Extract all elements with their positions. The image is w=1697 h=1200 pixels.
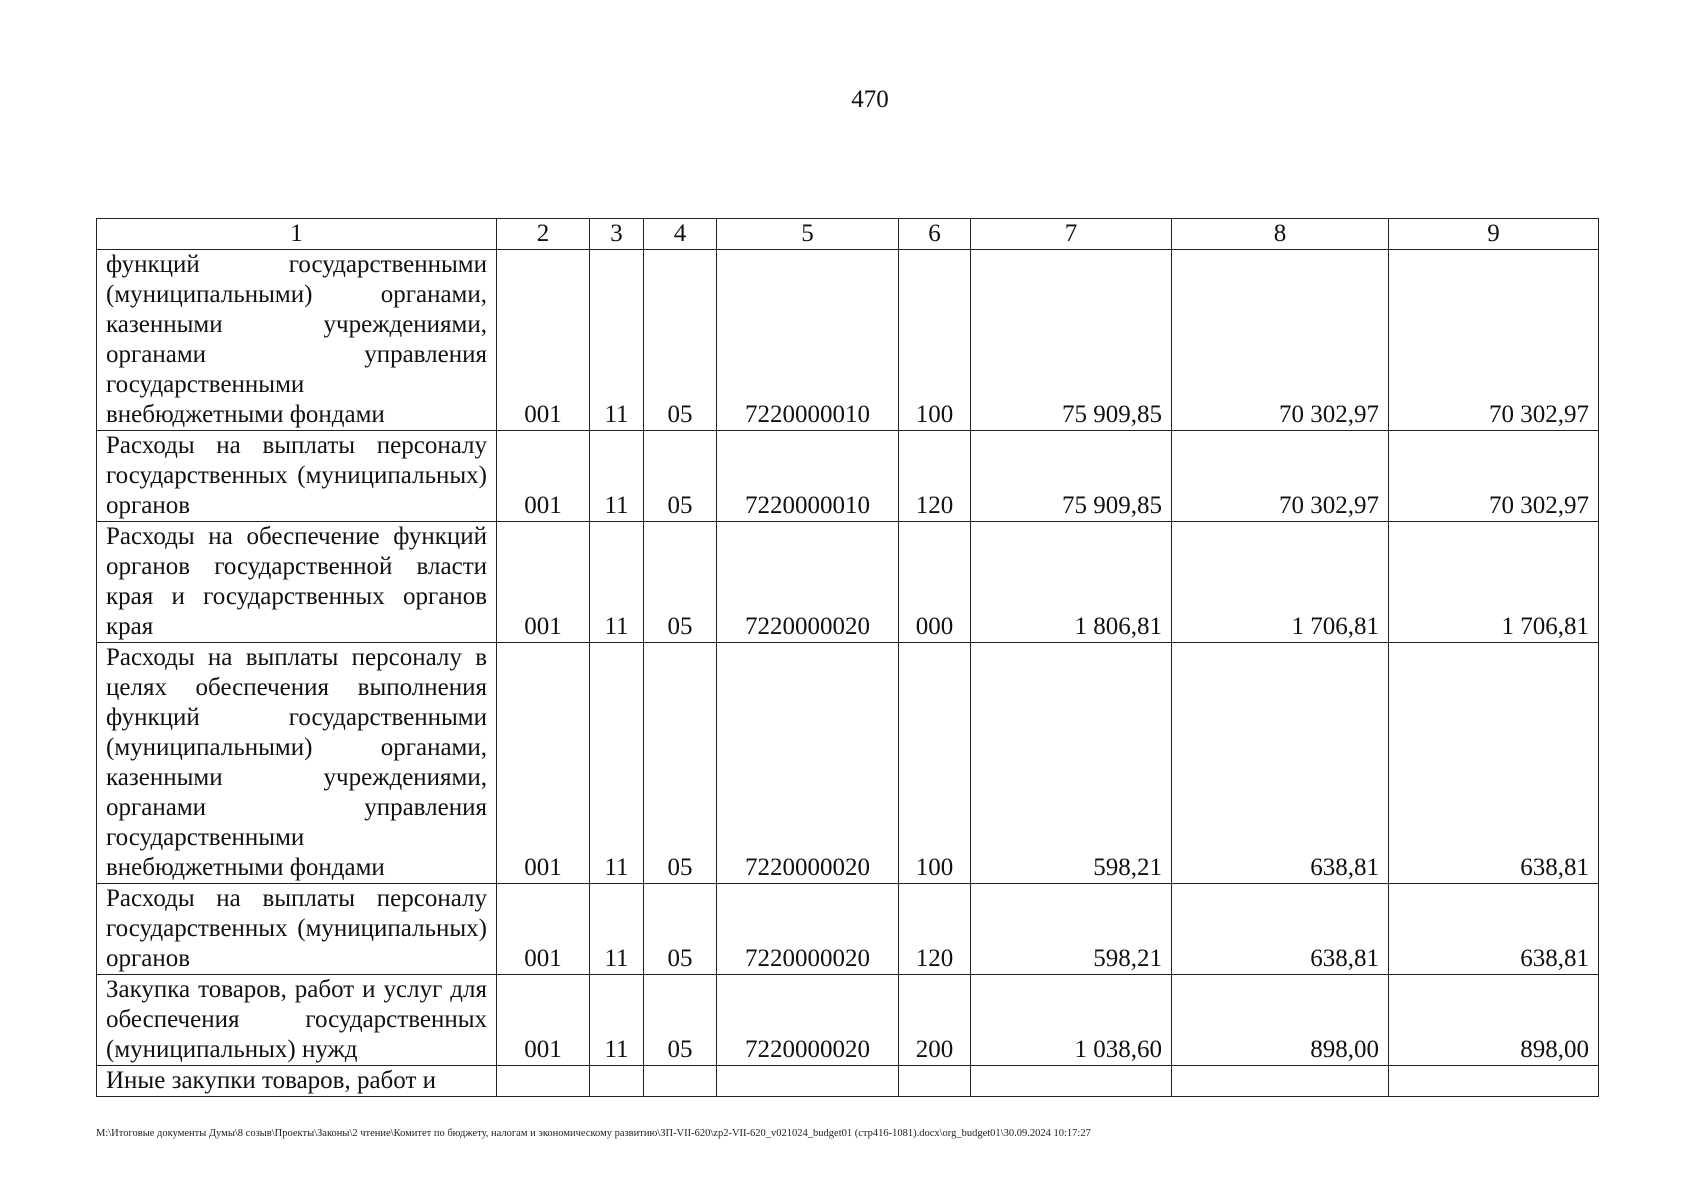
document-file-path: M:\Итоговые документы Думы\8 созыв\Проекты\Законы\2 чтение\Комитет по бюджету, налогам и экономическому развитию\ЗП-VII-620\zp2-VII-620_v021024_budget01 (стр416-1081).docx\org_budget01\30.09.2024 10:17:27	[96, 1128, 1091, 1139]
amount-col8: 70 302,97	[1172, 250, 1389, 431]
amount-col8: 70 302,97	[1172, 431, 1389, 522]
budget-table	[96, 218, 1599, 1097]
amount-col8: 1 706,81	[1172, 522, 1389, 643]
target-article-code: 7220000010	[717, 250, 899, 431]
amount-col7: 598,21	[971, 884, 1172, 975]
table-row-partial	[97, 1066, 1599, 1097]
ministry-code: 001	[497, 884, 590, 975]
ministry-code: 001	[497, 522, 590, 643]
row-description: Расходы на выплаты персоналу государственных (муниципальных) органов	[97, 884, 497, 975]
target-article-code: 7220000020	[717, 522, 899, 643]
ministry-code: 001	[497, 250, 590, 431]
expense-type-code: 000	[899, 522, 971, 643]
column-header: 6	[899, 219, 971, 250]
subsection-code: 05	[644, 522, 717, 643]
empty-cell	[1389, 1066, 1599, 1097]
column-header: 8	[1172, 219, 1389, 250]
ministry-code: 001	[497, 643, 590, 884]
column-header: 9	[1389, 219, 1599, 250]
empty-cell	[497, 1066, 590, 1097]
row-description: функций государственными (муниципальными) органами, казенными учреждениями, органами управления государственными внебюджетными фондами	[97, 250, 497, 431]
empty-cell	[644, 1066, 717, 1097]
empty-cell	[590, 1066, 644, 1097]
expense-type-code: 100	[899, 643, 971, 884]
ministry-code: 001	[497, 975, 590, 1066]
table-row	[97, 643, 1599, 884]
column-header: 5	[717, 219, 899, 250]
section-code: 11	[590, 250, 644, 431]
table-row	[97, 431, 1599, 522]
amount-col9: 638,81	[1389, 643, 1599, 884]
amount-col9: 70 302,97	[1389, 431, 1599, 522]
row-description: Иные закупки товаров, работ и	[97, 1066, 497, 1097]
row-description: Закупка товаров, работ и услуг для обеспечения государственных (муниципальных) нужд	[97, 975, 497, 1066]
column-header: 4	[644, 219, 717, 250]
empty-cell	[717, 1066, 899, 1097]
section-code: 11	[590, 975, 644, 1066]
section-code: 11	[590, 643, 644, 884]
amount-col7: 598,21	[971, 643, 1172, 884]
section-code: 11	[590, 431, 644, 522]
expense-type-code: 120	[899, 884, 971, 975]
column-header: 1	[97, 219, 497, 250]
empty-cell	[899, 1066, 971, 1097]
amount-col7: 1 038,60	[971, 975, 1172, 1066]
table-row	[97, 975, 1599, 1066]
row-description: Расходы на выплаты персоналу государственных (муниципальных) органов	[97, 431, 497, 522]
subsection-code: 05	[644, 431, 717, 522]
empty-cell	[1172, 1066, 1389, 1097]
target-article-code: 7220000020	[717, 884, 899, 975]
amount-col8: 638,81	[1172, 884, 1389, 975]
table-row	[97, 250, 1599, 431]
column-header: 2	[497, 219, 590, 250]
amount-col7: 75 909,85	[971, 431, 1172, 522]
amount-col7: 1 806,81	[971, 522, 1172, 643]
amount-col9: 898,00	[1389, 975, 1599, 1066]
subsection-code: 05	[644, 975, 717, 1066]
amount-col9: 638,81	[1389, 884, 1599, 975]
section-code: 11	[590, 522, 644, 643]
section-code: 11	[590, 884, 644, 975]
empty-cell	[971, 1066, 1172, 1097]
amount-col9: 70 302,97	[1389, 250, 1599, 431]
expense-type-code: 120	[899, 431, 971, 522]
row-description: Расходы на обеспечение функций органов государственной власти края и государственных органов края	[97, 522, 497, 643]
target-article-code: 7220000020	[717, 975, 899, 1066]
column-header: 3	[590, 219, 644, 250]
subsection-code: 05	[644, 884, 717, 975]
amount-col8: 898,00	[1172, 975, 1389, 1066]
expense-type-code: 100	[899, 250, 971, 431]
row-description: Расходы на выплаты персоналу в целях обеспечения выполнения функций государственными (муниципальными) органами, казенными учреждениями, органами управления государственными внебюджетными фондами	[97, 643, 497, 884]
table-row	[97, 522, 1599, 643]
expense-type-code: 200	[899, 975, 971, 1066]
header-row	[97, 219, 1599, 250]
target-article-code: 7220000020	[717, 643, 899, 884]
amount-col8: 638,81	[1172, 643, 1389, 884]
table-row	[97, 884, 1599, 975]
target-article-code: 7220000010	[717, 431, 899, 522]
ministry-code: 001	[497, 431, 590, 522]
subsection-code: 05	[644, 643, 717, 884]
amount-col7: 75 909,85	[971, 250, 1172, 431]
column-header: 7	[971, 219, 1172, 250]
page-number: 470	[851, 86, 889, 113]
amount-col9: 1 706,81	[1389, 522, 1599, 643]
subsection-code: 05	[644, 250, 717, 431]
